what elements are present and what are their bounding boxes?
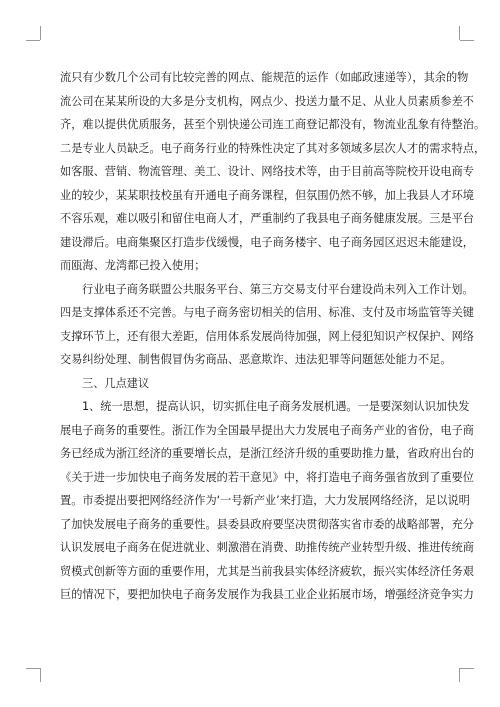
text-line: 齐，难以提供优质服务，甚至个别快递公司连工商登记都没有，物流业乱象有待整治。 (60, 118, 486, 131)
text-line: 而瓯海、龙湾都已投入使用； (60, 259, 206, 272)
crop-mark-top-left-v (40, 26, 41, 40)
crop-mark-bottom-left-v (40, 668, 41, 682)
text-line: 三、几点建议 (82, 376, 150, 390)
text-line: 交易纠纷处理、制售假冒伪劣商品、恶意欺诈、违法犯罪等问题惩处能力不足。 (60, 353, 452, 366)
crop-mark-top-right-v (459, 26, 460, 40)
crop-mark-top-right-h (460, 40, 474, 41)
text-line: 认识发展电子商务在促进就业、刺激潜在消费、助推传统产业转型升级、推进传统商 (60, 541, 474, 554)
text-line: 四是支撑体系还不完善。与电子商务密切相关的信用、标准、支付及市场监管等关键 (60, 306, 474, 319)
crop-mark-top-left-h (26, 40, 40, 41)
text-line: 建设滞后。电商集聚区打造步伐缓慢，电子商务楼宇、电子商务园区迟迟未能建设， (60, 235, 474, 249)
text-line: 流公司在某某所设的大多是分支机构，网点少、投送力量不足、从业人员素质参差不 (60, 94, 474, 108)
text-line: 《关于进一步加快电子商务发展的若干意见》中，将打造电子商务强省放到了重要位 (60, 470, 474, 484)
text-line: 务已经成为浙江经济的重要增长点，是浙江经济升级的重要助推力量，省政府出台的 (60, 447, 474, 460)
text-line: 贸模式创新等方面的重要作用，尤其是当前我县实体经济疲软，振兴实体经济任务艰 (60, 564, 474, 578)
text-line: 支撑环节上，还有很大差距，信用体系发展尚待加强，网上侵犯知识产权保护、网络 (60, 329, 474, 343)
body-text (60, 66, 486, 607)
text-line: 二是专业人员缺乏。电子商务行业的特殊性决定了其对多领域多层次人才的需求特点， (60, 141, 486, 155)
text-line: 不容乐观，难以吸引和留住电商人才，严重制约了我县电子商务健康发展。三是平台 (60, 212, 474, 225)
crop-mark-bottom-left-h (26, 668, 40, 669)
text-line: 流只有少数几个公司有比较完善的网点、能规范的运作（如邮政速递等），其余的物 (60, 71, 469, 84)
text-line: 了加快发展电子商务的重要性。县委县政府要坚决贯彻落实省市委的战略部署，充分 (60, 517, 474, 531)
text-line: 如客服、营销、物流管理、美工、设计、网络技术等，由于目前高等院校开设电商专 (60, 165, 474, 178)
crop-mark-bottom-right-v (459, 668, 460, 682)
text-line: 业的较少，某某职技校虽有开通电子商务课程，但氛围仍然不够，加上我县人才环境 (60, 188, 474, 202)
text-line: 行业电子商务联盟公共服务平台、第三方交易支付平台建设尚未列入工作计划。 (82, 282, 474, 296)
text-line: 巨的情况下，要把加快电子商务发展作为我县工业企业拓展市场，增强经济竞争实力 (60, 588, 474, 601)
text-line: 1、统一思想，提高认识，切实抓住电子商务发展机遇。一是要深刻认识加快发 (82, 400, 470, 413)
text-line: 展电子商务的重要性。浙江作为全国最早提出大力发展电子商务产业的省份，电子商 (60, 423, 474, 437)
crop-mark-bottom-right-h (460, 668, 474, 669)
text-line: 置。市委提出要把网络经济作为‘一号新产业’来打造，大力发展网络经济，足以说明 (60, 494, 470, 507)
